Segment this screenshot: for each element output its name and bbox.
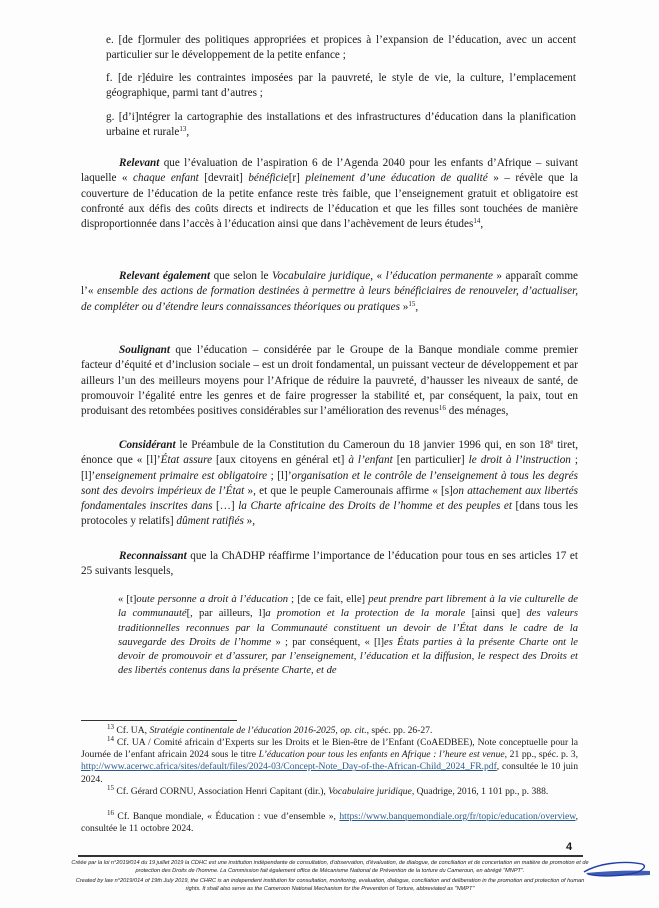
footer-english: Created by law n°2019/014 of 19th July 2019, the CHRC is an independent institution for consultation, monitoring, evaluation, dialogue, conciliation and deliberation in the promotion and protection of human rights. It shall also serve as the Cameroon National Mechanism for the Prevention of Torture, abbreviated as "NMPT": [75, 878, 585, 892]
text: », et que le peuple Camerounais affirme « [s]: [244, 484, 453, 497]
text: Cf. UA / Comité africain d’Experts sur les Droits et le Bien-être de l’Enfant (CoAEDBEE), Note conceptuelle pour la Journée de l’enfant africain 2024 sous le titre: [81, 737, 578, 761]
footnote-ref-14[interactable]: 14: [473, 217, 481, 226]
list-text: [de f]ormuler des politiques appropriées et propices à l’expansion de l’éducation, avec un accent particulier sur le développement de la petite enfance ;: [106, 34, 577, 62]
paragraph-lead: Considérant: [119, 439, 176, 451]
text: le Préambule de la Constitution du Cameroun du 18 janvier 1996 qui, en son 18: [175, 439, 551, 451]
text: [devrait]: [198, 172, 249, 185]
footnote-number: 16: [107, 809, 114, 817]
text: , 21 pp., spéc. p. 3,: [504, 749, 578, 761]
list-text: [de r]éduire les contraintes imposées par la pauvreté, le style de vie, la culture, l’emplacement géographique, parmi tant d’autres ;: [106, 72, 576, 100]
paragraph-lead: Relevant également: [119, 270, 211, 282]
text: «: [373, 270, 386, 282]
title-text: Stratégie continentale de l’éducation 2016-2025, op. cit.: [149, 725, 367, 736]
quote-text: ensemble des actions de formation destinées à permettre à leurs bénéficiaires de renouveler, d’actualiser, de compléter ou d’étendre leurs connaissances théoriques ou pratiques: [81, 285, 578, 313]
quote-text: la Charte africaine des Droits de l’homme et des peuples et: [238, 500, 512, 513]
acerwc-link[interactable]: http://www.acerwc.africa/sites/default/files/2024-03/Concept-Note_Day-of-the-African-Child_2024_FR.pdf: [81, 761, 497, 773]
quote-text: à l’enfant: [348, 454, 393, 467]
text: » apparaît comme l’«: [81, 270, 579, 298]
text: [r]: [288, 172, 306, 185]
list-item-g: [106, 110, 576, 141]
footnote-ref-15[interactable]: 15: [408, 299, 416, 308]
text: , consultée le 11 octobre 2024.: [81, 811, 578, 835]
paragraph-reconnaissant: [81, 549, 578, 580]
text: , consultée le 10 juin 2024.: [81, 761, 578, 785]
text: tiret, énonce que « [l]’: [81, 439, 578, 467]
text: , spéc. pp. 26-27.: [366, 725, 433, 736]
list-text: [d’i]ntégrer la cartographie des installations et des infrastructures d’éducation dans la planification urbaine et rurale: [106, 111, 576, 139]
text: , Quadrige, 2016, 1 101 pp., p. 388.: [411, 786, 549, 797]
signature-mark-icon: [582, 858, 652, 882]
quote-text: oute personne a droit à l’éducation: [136, 594, 289, 605]
quote-text: bénéficie: [248, 172, 289, 185]
footnote-14: [81, 737, 578, 786]
paragraph-relevant-egalement: [81, 269, 578, 315]
text: ; [de ce fait, elle]: [288, 594, 369, 605]
quote-text: État assure: [160, 454, 213, 467]
footnote-separator: [81, 720, 237, 721]
text: ,: [415, 300, 419, 313]
paragraph-considerant: [81, 438, 578, 530]
text: »: [400, 300, 409, 313]
text: que l’évaluation de l’aspiration 6 de l’Agenda 2040 pour les enfants d’Afrique – suivant laquelle «: [81, 157, 578, 185]
quote-text: des valeurs traditionnelles reconnues par la Communauté constituent un devoir de l’État dans le cadre de la sauvegarde des Droits de l’homme: [118, 608, 579, 648]
text: ; [l]’: [81, 454, 578, 482]
footnote-number: 14: [107, 735, 114, 743]
text: » ; par conséquent, « [l]: [271, 636, 385, 648]
text: « [t]: [118, 594, 137, 605]
quote-text: l’éducation permanente: [385, 270, 493, 282]
ordinal-suffix: e: [550, 438, 554, 446]
paragraph-lead: Relevant: [119, 157, 160, 169]
quote-text: peut prendre part librement à la vie culturelle de la communauté: [118, 594, 578, 620]
footer-separator: [78, 855, 583, 857]
text: que l’éducation – considérée par le Groupe de la Banque mondiale comme premier facteur d’équité et d’inclusion sociale – est un droit fondamental, un puissant vecteur de développement et par ailleurs l’un des meilleurs moyens pour l’Afrique de réduire la pauvreté, d’hausser les niveaux de santé, de promouvoir l’égalité entre les genres et de faire progresser la stabilité et, par conséquent, la paix, tout en produisant des retombées positives considérables sur l’amélioration des revenus: [81, 344, 578, 418]
banquemondiale-link[interactable]: https://www.banquemondiale.org/fr/topic/education/overview: [339, 811, 576, 822]
quote-text: a promotion et la protection de la morale: [265, 608, 466, 620]
footnote-number: 13: [107, 723, 114, 731]
list-tail: ,: [186, 126, 190, 139]
paragraph-soulignant: [81, 343, 578, 419]
list-item-e: [106, 33, 576, 64]
footnote-16: [81, 811, 578, 835]
block-quote: [118, 593, 578, 679]
quote-text: le droit à l’instruction: [468, 454, 571, 467]
text: que selon le: [210, 270, 273, 282]
text: ,: [480, 218, 484, 231]
text: » – révèle que la couverture de l’éducation de la petite enfance reste très faible, que l’enseignement gratuit et obligatoire est confronté aux défis des coûts directs et indirects de l’éducation et que les filles sont touchées de manière disproportionnée dans l’accès à l’éducation ainsi que dans l’achèvement de leurs études: [81, 172, 578, 231]
quote-text: pleinement d’une éducation de qualité: [305, 172, 488, 185]
text: [, par ailleurs, l]: [186, 608, 266, 620]
paragraph-lead: Reconnaissant: [119, 550, 187, 562]
text: Cf. Gérard CORNU, Association Henri Capitant (dir.),: [114, 786, 329, 797]
title-text: Vocabulaire juridique: [328, 786, 412, 797]
title-text: Vocabulaire juridique,: [272, 270, 374, 282]
text: [dans tous les protocoles y relatifs]: [81, 500, 578, 528]
quote-text: on attachement aux libertés fondamentales inscrites dans: [81, 484, 578, 513]
text: ; [l]’: [267, 469, 292, 482]
footnote-ref-16[interactable]: 16: [438, 404, 446, 413]
footnote-13: [81, 725, 578, 737]
footnote-number: 15: [107, 784, 114, 792]
list-marker: g.: [106, 111, 115, 123]
quote-text: chaque enfant: [133, 172, 199, 185]
text: Cf. Banque mondiale, « Éducation : vue d’ensemble »,: [114, 811, 340, 822]
text: […]: [212, 500, 239, 513]
text: [ainsi que]: [465, 608, 527, 620]
paragraph-lead: Soulignant: [119, 344, 170, 356]
text: [en particulier]: [392, 454, 469, 467]
text: [aux citoyens en général et]: [212, 454, 349, 467]
footnote-ref-13[interactable]: 13: [179, 125, 187, 134]
footnote-15: [81, 786, 578, 798]
list-marker: e.: [106, 34, 114, 46]
list-marker: f.: [106, 72, 113, 84]
page-number: 4: [566, 841, 573, 853]
text: Cf. UA,: [114, 725, 150, 736]
text: des ménages,: [445, 405, 509, 418]
quote-text: dûment ratifiés: [176, 515, 244, 528]
text: »,: [243, 515, 255, 528]
text: que la ChADHP réaffirme l’importance de l’éducation pour tous en ses articles 17 et 25 suivants lesquels,: [81, 550, 578, 578]
quote-text: organisation et le contrôle de l’enseignement à tous les degrés sont des devoirs impérieux de l’État: [81, 469, 578, 497]
title-text: L’éducation pour tous les enfants en Afrique : l’heure est venue: [258, 749, 505, 761]
paragraph-relevant: [81, 156, 578, 232]
quote-text: es États parties à la présente Charte ont le devoir de promouvoir et d’assurer, par l’enseignement, l’éducation et la diffusion, le respect des Droits et des libertés contenus dans la présente Charte, et de: [118, 636, 578, 677]
list-item-f: [106, 71, 576, 102]
quote-text: enseignement primaire est obligatoire: [95, 469, 268, 482]
footer-french: Créée par la loi n°2019/014 du 19 juillet 2019 la CDHC est une institution indépendante de consultation, d'observation, d'évaluation, de dialogue, de conciliation et de concertation en matière de promotion et de protection des Droits de l'homme. La Commission fait également office de Mécanisme National de Prévention de la torture du Cameroun, en abrégé "MNPT".: [71, 860, 589, 874]
